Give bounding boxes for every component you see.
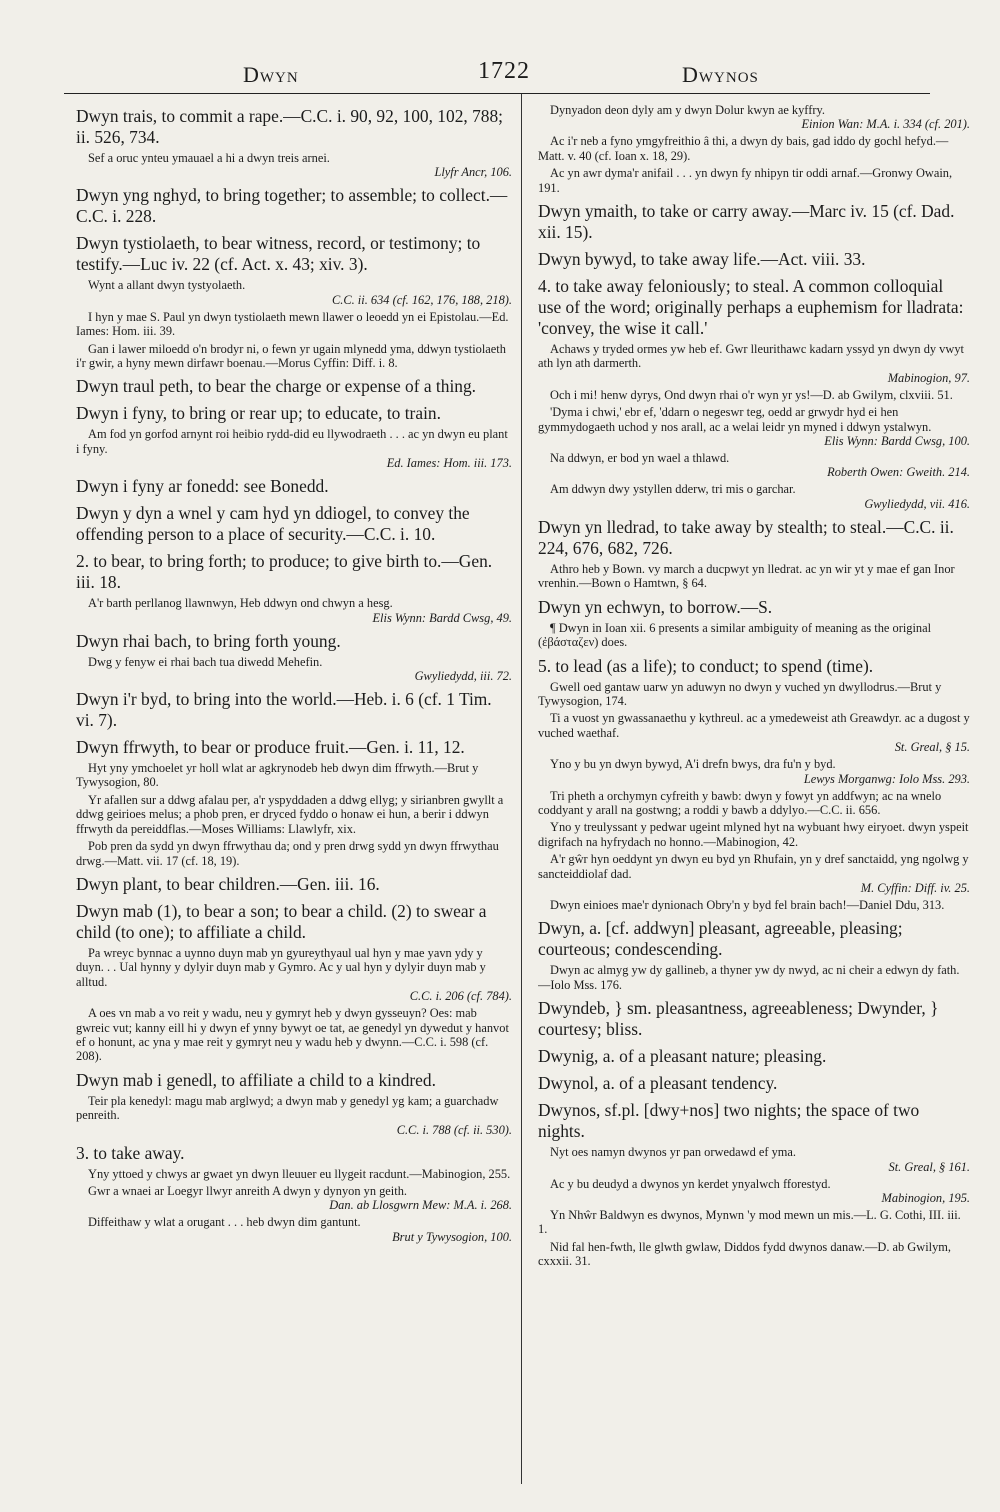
source-citation: Roberth Owen: Gweith. 214. [827,465,970,480]
quotation: Dwyn ac almyg yw dy gallineb, a thyner yw dy nwyd, ac ni cheir a edwyn dy fath.—Iolo Mss. 176. [538,963,960,992]
quotation: Och i mi! henw dyrys, Ond dwyn rhai o'r wyn yr ys!—D. ab Gwilym, clxviii. 51. [550,387,953,402]
quotation: Sef a oruc ynteu ymauael a hi a dwyn treis arnei. [88,151,330,165]
quotation: Pa wreyc bynnac a uynno duyn mab yn gyureythyaul ual hyn y mae yavn ydy y duyn. . . Ual hynny y dylyir duyn mab y Gymro. Ac y ual hyn y dylyir duyn mab y alltud. [76,945,486,989]
sense-number: 2. to bear, to bring forth; to produce; to give birth to.—Gen. iii. 18. [76,551,493,593]
entry-heading: Dwyn i fyny ar fonedd: see Bonedd. [76,476,329,497]
sense-number: 4. to take away feloniously; to steal. A common colloquial use of the word; originally perhaps a euphemism for lladrata: 'convey, the wise it call.' [538,276,964,339]
entry-heading: Dwyn plant, to bear children.—Gen. iii. 16. [76,873,380,894]
quotation: Gwell oed gantaw uarw yn aduwyn no dwyn y vuched yn dwyllodrus.—Brut y Tywysogion, 174. [538,679,942,708]
entry-heading: Dwyn, a. [cf. addwyn] pleasant, agreeable, pleasing; courteous; condescending. [538,918,903,960]
right-column [538,100,970,1500]
quotation: Yn Nhŵr Baldwyn es dwynos, Mynwn 'y mod mewn un mis.—L. G. Cothi, III. iii. 1. [538,1208,961,1237]
header-left-guideword: Dwyn [243,62,299,87]
quotation: Yno y bu yn dwyn bywyd, A'i drefn bwys, dra fu'n y byd. [550,757,836,772]
quotation: A oes vn mab a vo reit y wadu, neu y gymryt heb y dwyn gysseuyn? Oes: mab gwreic vut; kanny eill hi y dwyn ef ynny bywyt oe tat, ae genedyl yn dywedut y hanvot ef o honunt, ac yna y mae reit y gymryt neu y wadu heb y dwynn.—C.C. i. 598 (cf. 208). [76,1006,509,1064]
entry-heading: Dwynol, a. of a pleasant tendency. [538,1073,778,1094]
quotation: Yno y treulyssant y pedwar ugeint mlyned hyt na wybuant hwy eiryoet. dwyn yspeit digrifach na hyfrydach no honno.—Mabinogion, 42. [538,820,969,849]
entry-heading: Dwyndeb, } sm. pleasantness, agreeableness; Dwynder, } courtesy; bliss. [538,998,939,1040]
header-right-guideword: Dwynos [682,62,759,87]
quotation: Dwyn einioes mae'r dynionach Obry'n y byd fel brain bach!—Daniel Ddu, 313. [550,897,945,912]
source-citation: Einion Wan: M.A. i. 334 (cf. 201). [801,117,970,132]
entry-heading: Dwyn bywyd, to take away life.—Act. viii. 33. [538,249,866,270]
page-number: 1722 [478,58,530,84]
quotation: Ac yn awr dyma'r anifail . . . yn dwyn fy nhipyn tir oddi arnaf.—Gronwy Owain, 191. [538,166,953,195]
sense-number: 5. to lead (as a life); to conduct; to spend (time). [538,655,874,676]
entry-heading: Dwyn y dyn a wnel y cam hyd yn ddiogel, to convey the offending person to a place of security.—C.C. i. 10. [76,503,470,545]
entry-heading: Dwyn mab (1), to bear a son; to bear a child. (2) to swear a child (to one); to affiliate a child. [76,900,487,942]
quotation: A'r gŵr hyn oeddynt yn dwyn eu byd yn Rhufain, yn y dref sanctaidd, yng ngolwg y sancteiddiolaf dad. [538,852,969,881]
source-citation: C.C. i. 788 (cf. ii. 530). [396,1122,512,1137]
entry-heading: Dwyn yn lledrad, to take away by stealth; to steal.—C.C. ii. 224, 676, 682, 726. [538,516,954,558]
entry-heading: Dwynig, a. of a pleasant nature; pleasing. [538,1046,827,1067]
quotation: Yr afallen sur a ddwg afalau per, a'r yspyddaden a ddwg ellyg; y sirianbren gwyllt a ddwg geirioes melus; a phob pren, er dryced fyddo o honaw ei hun, a berir i ddwyn ffrwyth da pereiddflas.—Moses Williams: Llawlyfr, xix. [76,792,504,836]
left-column [76,100,512,1500]
entry-heading: Dwyn yn echwyn, to borrow.—S. [538,596,773,617]
quotation: Ti a vuost yn gwassanaethu y kythreul. ac a ymedeweist ath Greawdyr. ac a dugost y vuched waethaf. [538,711,970,740]
quotation: Nid fal hen-fwth, lle glwth gwlaw, Diddos fydd dwynos danaw.—D. ab Gwilym, cxxxii. 31. [538,1239,952,1269]
source-citation: M. Cyffin: Diff. iv. 25. [860,880,970,895]
source-citation: St. Greal, § 15. [894,740,970,755]
header-rule [64,93,930,94]
source-citation: C.C. i. 206 (cf. 784). [409,989,512,1004]
running-header [0,54,1000,94]
quotation: ¶ Dwyn in Ioan xii. 6 presents a similar ambiguity of meaning as the original (ἐβάσταζεν) does. [538,620,932,650]
quotation: Gwr a wnaei ar Loegyr llwyr anreith A dwyn y dynyon yn geith. [88,1183,407,1198]
entry-heading: Dwyn rhai bach, to bring forth young. [76,630,341,651]
entry-heading: Dwyn i fyny, to bring or rear up; to educate, to train. [76,403,441,424]
entry-heading: Dwyn yng nghyd, to bring together; to assemble; to collect.—C.C. i. 228. [76,185,508,227]
entry-heading: Dwyn mab i genedl, to affiliate a child to a kindred. [76,1069,436,1090]
source-citation: C.C. ii. 634 (cf. 162, 176, 188, 218). [331,292,512,307]
quotation: 'Dyma i chwi,' ebr ef, 'ddarn o negeswr teg, oedd ar grwydr hyd ei hen gymmydogaeth uchod y nos arall, ac a welai leidr yn myned i ddwyn ystalwyn. [538,405,932,434]
quotation: Na ddwyn, er bod yn wael a thlawd. [550,451,730,466]
quotation: Achaws y tryded ormes yw heb ef. Gwr lleurithawc kadarn yssyd yn dwyn dy vwyt ath lyn ath darmerth. [538,342,964,371]
entry-heading: Dwynos, sf.pl. [dwy+nos] two nights; the space of two nights. [538,1100,920,1142]
quotation: Pob pren da sydd yn dwyn ffrwythau da; ond y pren drwg sydd yn dwyn ffrwythau drwg.—Matt. vii. 17 (cf. 18, 19). [76,839,499,868]
quotation: Tri pheth a orchymyn cyfreith y bawb: dwyn y fowyt yn addfwyn; ac na wnelo coddyant y arall na gostwng; a roddi y bawb a ddylyo.—C.C. ii. 656. [538,788,942,817]
quotation: Dynyadon deon dyly am y dwyn Dolur kwyn ae kyffry. [550,103,825,117]
quotation: Am ddwyn dwy ystyllen dderw, tri mis o garchar. [550,482,796,497]
source-citation: Brut y Tywysogion, 100. [392,1229,512,1244]
source-citation: Ed. Iames: Hom. iii. 173. [386,456,512,471]
quotation: Am fod yn gorfod arnynt roi heibio rydd-did eu llywodraeth . . . ac yn dwyn eu plant i fyny. [76,427,508,456]
quotation: Nyt oes namyn dwynos yr pan orwedawd ef yma. [550,1145,797,1160]
column-divider [521,94,522,1484]
source-citation: Mabinogion, 195. [881,1191,970,1205]
quotation: Ac y bu deudyd a dwynos yn kerdet ynyalwch fforestyd. [550,1176,831,1191]
source-citation: Llyfr Ancr, 106. [434,165,512,180]
entry-heading: Dwyn ymaith, to take or carry away.—Marc iv. 15 (cf. Dad. xii. 15). [538,201,955,243]
sense-number: 3. to take away. [76,1142,185,1163]
source-citation: Elis Wynn: Bardd Cwsg, 49. [372,610,512,625]
quotation: Ac i'r neb a fyno ymgyfreithio â thi, a dwyn dy bais, gad iddo dy gochl hefyd.—Matt. v. 40 (cf. Ioan x. 18, 29). [538,134,949,163]
source-citation: Gwyliedydd, iii. 72. [414,669,512,684]
quotation: Gan i lawer miloedd o'n brodyr ni, o fewn yr ugain mlynedd yma, ddwyn tystiolaeth i'r gwir, a hyny mewn dirfawr boenau.—Morus Cyffin: Diff. i. 8. [76,341,506,371]
entry-heading: Dwyn ffrwyth, to bear or produce fruit.—Gen. i. 11, 12. [76,737,465,758]
entry-heading: Dwyn i'r byd, to bring into the world.—Heb. i. 6 (cf. 1 Tim. vi. 7). [76,689,492,731]
quotation: Teir pla kenedyl: magu mab arglwyd; a dwyn mab y genedyl yg kam; a guarchadw penreith. [76,1093,499,1123]
quotation: I hyn y mae S. Paul yn dwyn tystiolaeth mewn llawer o leoedd yn ei Epistolau.—Ed. Iames: Hom. iii. 39. [76,309,509,339]
quotation: A'r barth perllanog llawnwyn, Heb ddwyn ond chwyn a hesg. [88,596,393,611]
entry-heading: Dwyn trais, to commit a rape.—C.C. i. 90, 92, 100, 102, 788; ii. 526, 734. [76,106,503,147]
source-citation: St. Greal, § 161. [888,1159,970,1174]
source-citation: Gwyliedydd, vii. 416. [864,496,970,511]
quotation: Hyt yny ymchoelet yr holl wlat ar agkrynodeb heb dwyn dim ffrwyth.—Brut y Tywysogion, 80. [76,761,479,790]
entry-heading: Dwyn traul peth, to bear the charge or expense of a thing. [76,376,477,397]
entry-heading: Dwyn tystiolaeth, to bear witness, record, or testimony; to testify.—Luc iv. 22 (cf. Act. x. 43; xiv. 3). [76,233,481,275]
quotation: Yny yttoed y chwys ar gwaet yn dwyn lleuuer eu llygeit racdunt.—Mabinogion, 255. [88,1166,511,1181]
source-citation: Lewys Morganwg: Iolo Mss. 293. [803,771,970,786]
source-citation: Dan. ab Llosgwrn Mew: M.A. i. 268. [329,1198,512,1213]
quotation: Diffeithaw y wlat a orugant . . . heb dwyn dim gantunt. [88,1215,361,1230]
source-citation: Mabinogion, 97. [887,370,970,385]
quotation: Dwg y fenyw ei rhai bach tua diwedd Mehefin. [88,654,323,669]
quotation: Athro heb y Bown. vy march a ducpwyt yn lledrat. ac yn wir yt y mae ef gan Inor vrenhin.—Bown o Hamtwn, § 64. [538,561,955,591]
quotation: Wynt a allant dwyn tystyolaeth. [88,278,246,293]
source-citation: Elis Wynn: Bardd Cwsg, 100. [824,434,970,449]
